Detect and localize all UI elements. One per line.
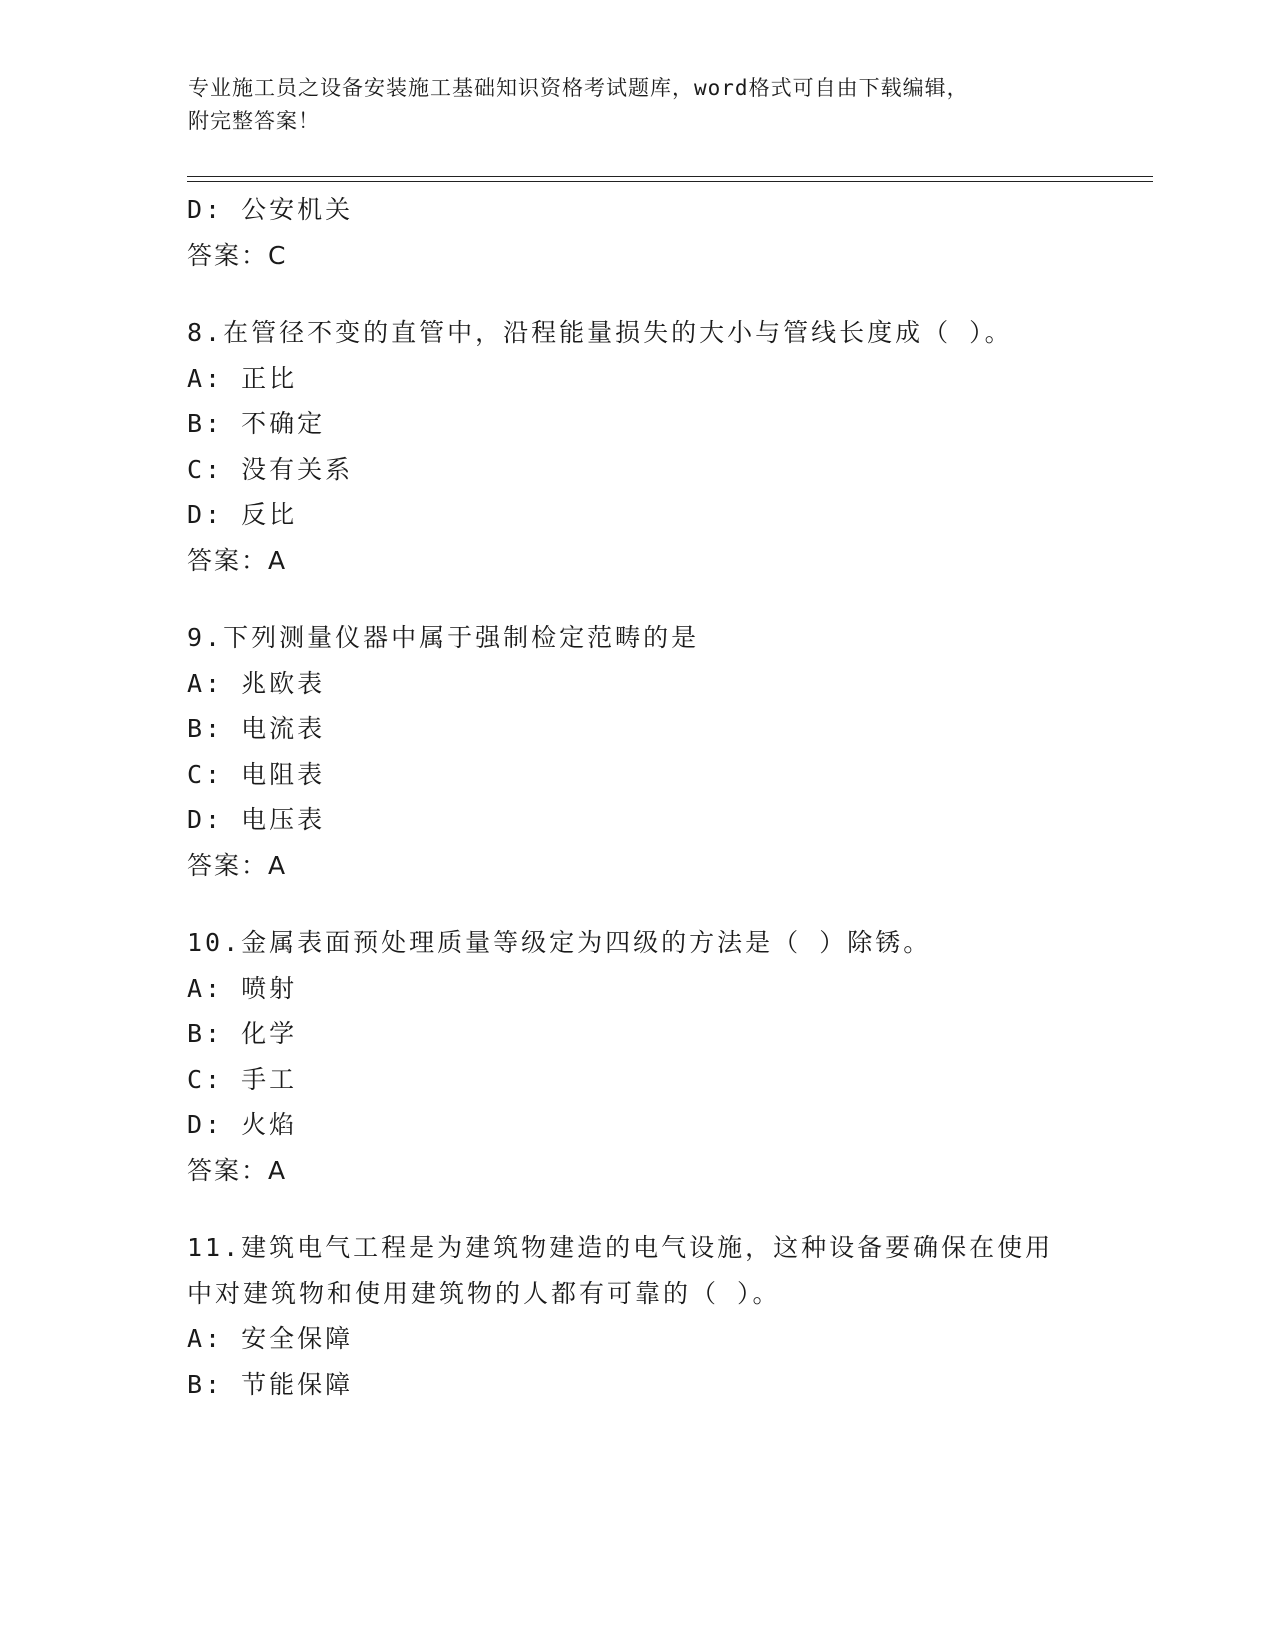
option-a: A: 兆欧表 <box>187 668 326 698</box>
option-a: A: 正比 <box>187 363 298 393</box>
option-d: D: 反比 <box>187 500 298 529</box>
answer-line: 答案：A <box>187 1155 288 1185</box>
header-divider-bottom <box>187 181 1153 182</box>
document-header <box>188 72 1088 138</box>
question-stem: 9.下列测量仪器中属于强制检定范畴的是 <box>187 623 700 652</box>
option-c: C: 没有关系 <box>187 454 354 484</box>
question-stem: 8.在管径不变的直管中，沿程能量损失的大小与管线长度成（ ）。 <box>187 318 1013 347</box>
option-a: A: 喷射 <box>187 973 298 1003</box>
option-b: B: 化学 <box>187 1019 298 1048</box>
previous-question-tail <box>187 187 1067 278</box>
question-10 <box>187 920 1067 1193</box>
answer-line: 答案：A <box>187 850 288 880</box>
header-line-1: 专业施工员之设备安装施工基础知识资格考试题库，word格式可自由下载编辑， <box>188 76 969 100</box>
question-9 <box>187 615 1067 888</box>
question-stem-line-1: 11.建筑电气工程是为建筑物建造的电气设施，这种设备要确保在使用 <box>187 1233 1054 1262</box>
option-b: B: 电流表 <box>187 714 326 743</box>
answer-line: 答案：A <box>187 545 288 575</box>
option-b: B: 不确定 <box>187 409 326 438</box>
header-divider-top <box>187 176 1153 177</box>
option-b: B: 节能保障 <box>187 1369 354 1399</box>
question-stem: 10.金属表面预处理质量等级定为四级的方法是（ ）除锈。 <box>187 928 932 957</box>
header-line-2: 附完整答案！ <box>188 109 320 133</box>
option-d: D: 火焰 <box>187 1110 298 1139</box>
option-c: C: 电阻表 <box>187 759 326 789</box>
question-stem-line-2: 中对建筑物和使用建筑物的人都有可靠的（ ）。 <box>187 1278 781 1308</box>
question-8 <box>187 310 1067 583</box>
option-a: A: 安全保障 <box>187 1324 354 1353</box>
option-d: D: 电压表 <box>187 805 326 834</box>
option-d: D: 公安机关 <box>187 195 354 224</box>
question-11 <box>187 1225 1067 1407</box>
question-list <box>187 187 1067 1407</box>
answer-line: 答案：C <box>187 240 288 270</box>
option-c: C: 手工 <box>187 1064 298 1094</box>
